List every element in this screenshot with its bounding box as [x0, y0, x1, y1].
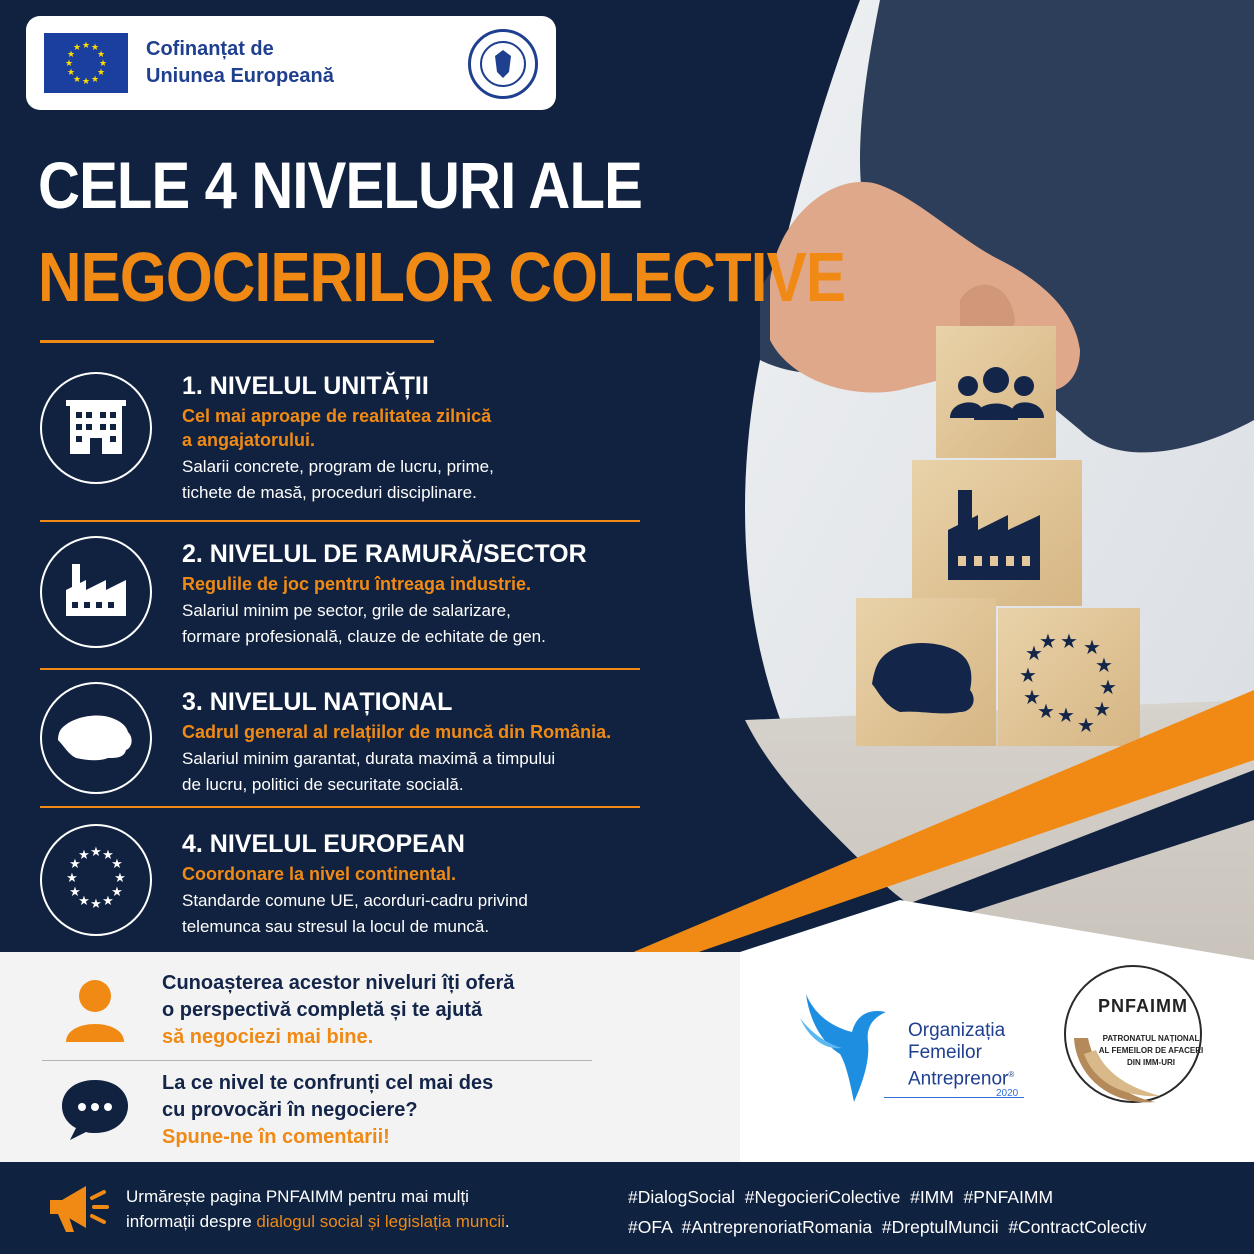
level-1 — [40, 372, 640, 522]
level-1-divider — [40, 520, 640, 522]
eu-stars-icon — [40, 824, 152, 936]
ofa-logo-text — [908, 1020, 1014, 1090]
svg-text:★: ★ — [72, 43, 82, 53]
ofa-line-3 — [908, 1064, 1014, 1090]
footer-follow-text — [126, 1184, 510, 1234]
svg-text:★: ★ — [1099, 675, 1117, 699]
ofa-year: 2020 — [996, 1088, 1019, 1099]
eu-cofunding-text — [146, 36, 334, 90]
level-3-title: 3. NIVELUL NAȚIONAL — [182, 688, 453, 716]
level-4-desc-1: Standarde comune UE, acorduri-cadru privind — [182, 891, 528, 910]
megaphone-icon — [44, 1180, 110, 1236]
cta-divider — [42, 1060, 592, 1061]
svg-text:★: ★ — [1083, 635, 1101, 659]
svg-text:★: ★ — [1093, 697, 1111, 721]
footer-line-2a: informații despre — [126, 1212, 257, 1231]
pnfaimm-sub-3: DIN IMM-URI — [1127, 1058, 1175, 1067]
chat-bubble-icon — [58, 1076, 132, 1144]
svg-text:★: ★ — [66, 871, 78, 886]
level-2-title: 2. NIVELUL DE RAMURĂ/SECTOR — [182, 540, 587, 568]
ofa-registered-mark: ® — [1008, 1070, 1015, 1079]
level-2-desc-1: Salariul minim pe sector, grile de salarizare, — [182, 601, 511, 620]
pnfaimm-sub-1: PATRONATUL NAȚIONAL — [1102, 1034, 1200, 1043]
page-title-line-2: NEGOCIERILOR COLECTIVE — [38, 238, 846, 316]
svg-text:★: ★ — [81, 77, 91, 87]
ofa-line-2: Femeilor — [908, 1042, 982, 1063]
svg-text:★: ★ — [102, 894, 114, 909]
building-icon — [40, 372, 152, 484]
svg-text:★: ★ — [72, 75, 82, 85]
level-4 — [40, 830, 640, 940]
eu-line-1: Cofinanțat de — [146, 38, 274, 60]
svg-text:★: ★ — [90, 75, 100, 85]
footer-line-2 — [126, 1209, 510, 1234]
svg-text:★: ★ — [1057, 703, 1075, 727]
svg-text:★: ★ — [66, 68, 76, 78]
svg-text:★: ★ — [102, 848, 114, 863]
ofa-line-3-text: Antreprenor — [908, 1068, 1009, 1090]
factory-icon — [40, 536, 152, 648]
svg-text:★: ★ — [90, 845, 102, 860]
level-3-subtitle: Cadrul general al relațiilor de muncă din România. — [182, 722, 612, 742]
svg-text:★: ★ — [1023, 685, 1041, 709]
svg-text:★: ★ — [64, 59, 74, 69]
eu-flag-icon — [44, 33, 128, 93]
svg-text:★: ★ — [1025, 641, 1043, 665]
svg-text:★: ★ — [1095, 653, 1113, 677]
cta-p2-line-1: La ce nivel te confrunți cel mai des — [162, 1072, 494, 1094]
romania-map-icon — [40, 682, 152, 794]
svg-text:★: ★ — [78, 848, 90, 863]
svg-text:★: ★ — [98, 59, 108, 69]
svg-text:★: ★ — [81, 41, 91, 51]
hashtags-line-2: #OFA #AntreprenoriatRomania #DreptulMuncii #ContractColectiv — [628, 1217, 1147, 1237]
footer-line-1: Urmărește pagina PNFAIMM pentru mai mulți — [126, 1187, 469, 1206]
footer-highlight: dialogul social și legislația muncii — [256, 1212, 505, 1231]
level-1-desc-1: Salarii concrete, program de lucru, prime, — [182, 457, 494, 476]
level-4-desc-2: telemunca sau stresul la locul de muncă. — [182, 917, 490, 936]
svg-text:★: ★ — [96, 68, 106, 78]
svg-text:★: ★ — [96, 50, 106, 60]
ofa-line-1: Organizația — [908, 1020, 1006, 1041]
svg-text:★: ★ — [114, 871, 126, 886]
eu-line-2: Uniunea Europeană — [146, 65, 334, 87]
svg-text:★: ★ — [1019, 663, 1037, 687]
level-1-desc-2: tichete de masă, proceduri disciplinare. — [182, 483, 477, 502]
cta-p2-line-3: Spune-ne în comentarii! — [162, 1126, 390, 1148]
pnfaimm-subtitle — [1096, 1033, 1206, 1069]
svg-text:★: ★ — [111, 885, 123, 900]
svg-text:★: ★ — [1037, 699, 1055, 723]
svg-text:★: ★ — [111, 857, 123, 872]
eu-cofunding-banner — [26, 16, 556, 110]
hashtags-line-1: #DialogSocial #NegocieriColective #IMM #PNFAIMM — [628, 1187, 1054, 1207]
page-title-line-1: CELE 4 NIVELURI ALE — [38, 148, 642, 222]
level-3-desc-1: Salariul minim garantat, durata maximă a timpului — [182, 749, 556, 768]
svg-text:★: ★ — [1039, 629, 1057, 653]
footer-hashtags — [628, 1182, 1146, 1242]
svg-text:★: ★ — [1077, 713, 1095, 737]
level-2 — [40, 540, 640, 672]
level-3 — [40, 688, 640, 810]
svg-text:★: ★ — [66, 50, 76, 60]
cta-p2-line-2: cu provocări în negociere? — [162, 1099, 418, 1121]
level-2-subtitle: Regulile de joc pentru întreaga industrie. — [182, 574, 532, 594]
pnfaimm-sub-2: AL FEMEILOR DE AFACERI — [1098, 1046, 1204, 1055]
svg-text:★: ★ — [1060, 629, 1078, 653]
cta-p1-line-2: o perspectivă completă și te ajută — [162, 999, 483, 1021]
svg-text:★: ★ — [69, 857, 81, 872]
person-icon — [60, 976, 130, 1046]
footer-bar — [0, 1162, 1254, 1254]
title-divider — [40, 340, 434, 343]
cta-paragraph-2 — [162, 1070, 493, 1151]
level-4-subtitle: Coordonare la nivel continental. — [182, 864, 457, 884]
level-2-desc-2: formare profesională, clauze de echitate de gen. — [182, 627, 546, 646]
svg-text:★: ★ — [69, 885, 81, 900]
level-1-title: 1. NIVELUL UNITĂȚII — [182, 372, 429, 400]
svg-text:★: ★ — [90, 897, 102, 912]
level-4-title: 4. NIVELUL EUROPEAN — [182, 830, 465, 858]
ofa-bird-logo-icon — [796, 988, 906, 1106]
government-seal-icon — [468, 29, 538, 99]
level-1-subtitle-1: Cel mai aproape de realitatea zilnică — [182, 406, 492, 426]
footer-line-2c: . — [504, 1212, 510, 1231]
cta-paragraph-1 — [162, 970, 514, 1051]
svg-text:★: ★ — [90, 43, 100, 53]
level-3-divider — [40, 806, 640, 808]
svg-text:★: ★ — [78, 894, 90, 909]
level-3-desc-2: de lucru, politici de securitate socială. — [182, 775, 464, 794]
level-2-divider — [40, 668, 640, 670]
level-1-subtitle-2: a angajatorului. — [182, 430, 316, 450]
cta-panel — [0, 952, 740, 1162]
cta-p1-line-3: să negociezi mai bine. — [162, 1026, 374, 1048]
cta-p1-line-1: Cunoașterea acestor niveluri îți oferă — [162, 972, 515, 994]
pnfaimm-name: PNFAIMM — [1098, 996, 1188, 1016]
